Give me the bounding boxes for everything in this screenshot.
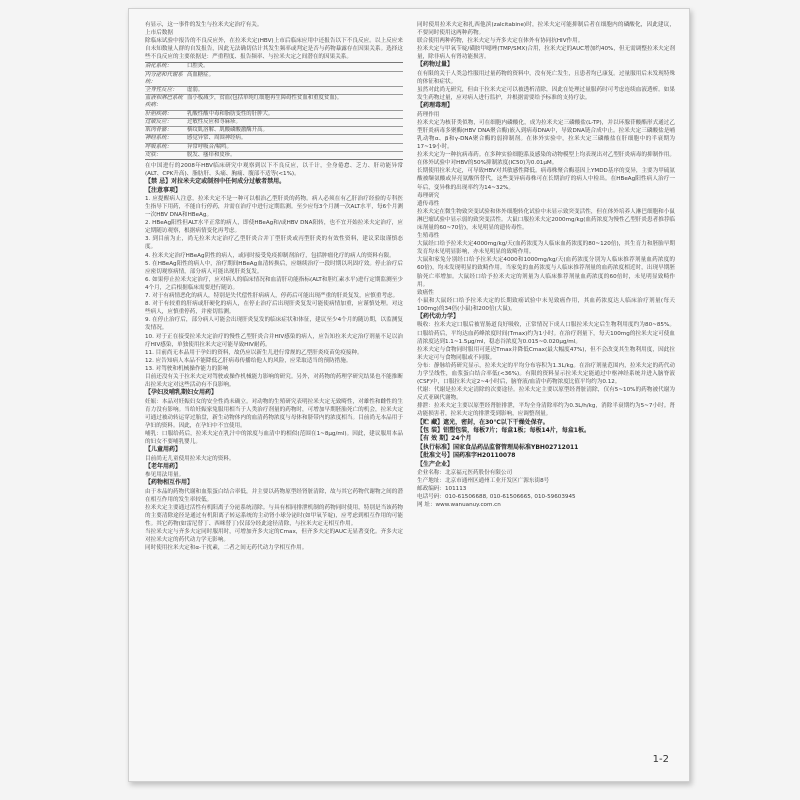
- table-row-value: 血小板减少，贫血(包括单纯红细胞再生障碍性贫血和重度贫血)。: [187, 95, 343, 102]
- table-row-key: 过敏反应：: [145, 118, 172, 125]
- section-heading: 【包 装】铝塑包装，每板7片；每盒1板；每板14片，每盒1板。: [417, 426, 590, 434]
- left-column: [145, 21, 403, 552]
- table-row-value: 虚弱。: [187, 87, 204, 94]
- body-paragraph: 目前尚无儿童使用拉米夫定的资料。: [145, 455, 235, 462]
- body-paragraph: 参见用法用量。: [145, 472, 185, 479]
- section-heading: 【药代动力学】: [417, 313, 460, 320]
- table-row-value: 高血糖症。: [187, 71, 214, 78]
- table-row-key: 内分泌和代谢系统：: [145, 71, 183, 85]
- section-heading: 【有 效 期】24个月: [417, 435, 472, 443]
- section-heading: 【儿童用药】: [145, 446, 182, 454]
- section-heading: 【注意事项】: [145, 186, 182, 194]
- table-row-key: 神经系统：: [145, 135, 172, 142]
- section-heading: 【生产企业】: [417, 460, 454, 468]
- leaflet-page: [128, 8, 690, 782]
- right-column: [417, 21, 675, 509]
- table-row-value: 口腔炎。: [187, 63, 209, 70]
- table-row-value: 感觉异常、周围神经病。: [187, 135, 247, 142]
- section-heading: 【批准文号】国药准字H20110078: [417, 452, 516, 460]
- table-row: [145, 63, 403, 71]
- section-heading: 【药物相互作用】: [145, 479, 194, 487]
- body-paragraph: 有显示，这一事件的发生与拉米夫定治疗有关。 上市后数据 除临床试验中报告的不良反应外，在拉米夫定(HBV)上市后临床应用中还报告以下不良反应。以上反应来自未知数量人群的自发报告，因此无法确切估计其发生频率或判定是否与药物暴露存在因果关系。选择这些不良反应的主要依据是：严重程度、报告频率、与拉米夫定之间潜在的因果关系。: [145, 22, 403, 61]
- body-paragraph: 吸收：拉米夫定口服后被胃肠道良好吸收，正常情况下成人口服拉米夫定后生物利用度约为80~85%。口服给药后，平均达血药峰浓度时间(Tmax)约为1小时。在治疗剂量下，每天100mg的拉米夫定可使血清浓度达到1.1~1.5μg/ml，稳态谷浓度为0.015~0.020μg/ml。 拉米夫定与食物同时服用可延迟Tmax并降低Cmax(最大幅度47%)，但不会改变其生物利用度，因此拉米夫定可与食物同服或不同服。 分布：静脉给药研究显示，拉米夫定的平均分布容积为1.3L/kg。在治疗剂量范围内，拉米夫定的药代动力学呈线性，血浆蛋白结合率低(<36%)。有限的资料显示拉米夫定能通过中枢神经系统并进入脑脊液(CSF)中，口服拉米夫定2~4小时后，脑脊液/血清中药物浓度比值平均约为0.12。 代谢：代谢是拉米夫定清除的次要途径。拉米夫定主要以原型经肾脏清除，仅有5~10%的药物被代谢为反式亚砜代谢物。 排泄：拉米夫定主要以原型经肾脏排泄，平均全身清除率约为0.3L/h/kg，消除半衰期约为5~7小时。肾功能损害者，拉米夫定的排泄受到影响，应调整剂量。: [417, 322, 675, 418]
- table-row-value: 过敏性反应和荨麻疹。: [187, 118, 241, 125]
- section-heading: 【孕妇及哺乳期妇女用药】: [145, 389, 218, 397]
- body-paragraph: 由于本品的药物代谢和血浆蛋白结合率低，并主要以药物原型经肾脏清除，故与其它药物代谢物之间的潜在相互作用的发生率较低。 拉米夫定主要通过活性有机阳离子分泌系统清除。与具有相同排泄机制的药物同时使用，特别是当该药物的主要清除途径是通过有机阳离子转运系统的主动肾小球分泌时(如甲氧苄啶)，应考虑到相互作用的可能性。其它药物(如雷尼替丁、西咪替丁)仅部分经此途径清除，与拉米夫定无相互作用。 当拉米夫定与齐多夫定同时服用时，可增加齐多夫定的Cmax，但齐多夫定的AUC无显著变化。齐多夫定对拉米夫定的药代动力学无影响。 同时使用拉米夫定和α-干扰素，二者之间无药代动力学相互作用。: [145, 488, 403, 552]
- page-number: 1-2: [652, 754, 669, 765]
- table-row-key: 肌肉骨骼：: [145, 127, 172, 134]
- adverse-reaction-table: [145, 62, 403, 159]
- body-paragraph: 妊娠：本品对妊娠妇女的安全性尚未确立。对动物的生殖研究表明拉米夫定无致畸性，对雄性和雌性的生育力没有影响。当给妊娠家兔服用相当于人类治疗剂量的药物时，可增加早期胚胎死亡的机会，拉米夫定可通过被动转运穿过胎盘，新生动物体内的血清药物浓度与母体和脐带内的浓度相当。目前尚无本品用于孕妇的资料。因此，在孕妇中不宜使用。 哺乳：口服给药后，拉米夫定在乳汁中的浓度与血清中的相似(范围在1~8μg/ml)。因此，建议服用本品的妇女不要哺乳婴儿。: [145, 398, 403, 446]
- table-row-key: 肝胆疾病：: [145, 110, 172, 117]
- table-row-value: 异常呼吸音/喘鸣。: [187, 143, 232, 150]
- section-heading: 【药理毒理】: [417, 102, 454, 110]
- table-row-key: 全身性反应：: [145, 87, 178, 94]
- table-row-key: 呼吸系统：: [145, 143, 172, 150]
- section-heading: 【执行标准】国家食品药品监督管理局标准YBH02712011: [417, 443, 579, 451]
- table-row-value: 乳酸性酸中毒和脂肪变性的肝肿大。: [187, 110, 274, 117]
- table-row: [145, 72, 403, 87]
- section-heading: 【贮 藏】遮光，密封，在30℃以下干燥处保存。: [417, 418, 549, 426]
- table-row-value: 横纹肌溶解、肌酸磷酸激酶升高。: [187, 127, 268, 134]
- section-heading: 【禁 忌】对拉米夫定或制剂中任何成分过敏者禁用。: [145, 178, 286, 186]
- table-row: [145, 127, 403, 135]
- body-paragraph: 药理作用 拉米夫定为核苷类似物，可在细胞内磷酸化，成为拉米夫定三磷酸盐(L-TP)，并以环腺苷酸酯形式通过乙型肝炎病毒多聚酶(HBV DNA聚合酶)嵌入到病毒DNA中，导致DNA链合成中止。拉米夫定三磷酸盐是哺乳动物α、β和γ-DNA聚合酶的弱抑制剂。在体外实验中，拉米夫定三磷酸盐在肝细胞中的半衰期为17~19小时。 拉米夫定为一种抗病毒药。在多种实验细胞系及感染的动物模型上均表现出对乙型肝炎病毒的抑制作用。在体外试验中对HBV的50%抑制浓度(IC50)为0.01μM。 长期使用拉米夫定，可导致HBV对其敏感性降低。病毒株聚合酶基因上YMDD基序的变异，主要为甲硫氨酸被缬氨酸或异亮氨酸所替代，这些变异病毒株可在长期治疗的病人中检出。在HBeAg阳性病人治疗一年后，变异株的出现率约为14~32%。 毒理研究 遗传毒性 拉米夫定在微生物致突变试验和体外细胞转化试验中未显示致突变活性，但在体外培养人淋巴细胞和小鼠淋巴瘤试验中显示弱的致突变活性。大鼠口服拉米夫定2000mg/kg(血药浓度为慢性乙型肝炎患者推荐临床剂量的60~70倍)，未见明显的遗传毒性。 生殖毒性 大鼠经口给予拉米夫定4000mg/kg/天(血药浓度为人临床血药浓度的80~120倍)，其生育力和胚胎早期发育均未见明显影响，亦未见明显的致畸作用。 大鼠和家兔分别经口给予拉米夫定4000和1000mg/kg/天(血药浓度分别为人临床推荐剂量血药浓度的60倍)，均未发现明显的致畸作用。当家兔的血药浓度与人临床推荐剂量的血药浓度相近时，出现早期胚胎死亡率增加。大鼠经口给予拉米夫定的剂量为人临床推荐剂量血药浓度的60倍时，未见明显致畸作用。 致癌性 小鼠和大鼠经口给予拉米夫定的长期致癌试验中未见致癌作用，其血药浓度达人临床治疗剂量(每天100mg)的34倍(小鼠)和200倍(大鼠)。: [417, 111, 675, 312]
- table-row-key: 消化系统：: [145, 63, 172, 70]
- table-row-value: 脱发、瘙痒和皮疹。: [187, 151, 236, 158]
- body-paragraph: 在中国进行的2008年HBV临床研究中观察到以下不良反应，以千计，全身倦怠、乏力、肝功能异常(ALT、CPK升高)、脂肪肝、头痛、胸痛、腹部不适等(<1%)。: [145, 162, 403, 177]
- body-paragraph: 在有限的关于人类急性服用过量药物的资料中，没有死亡发生，且患者均已康复。过量服用后未发现特殊的体征和症状。 虽然对此尚无研究，但由于拉米夫定可以被透析清除，因此在处理过量服药时可考虑连续血液透析。如果发生药物过量，应对病人进行监护，并根据需要给予标准的支持疗法。: [417, 70, 675, 102]
- body-paragraph: 1. 应提醒病人注意，拉米夫定不是一种可以根治乙型肝炎的药物。病人必须在有乙肝治疗经验的专科医生指导下用药，不能自行停药，并需在治疗中进行定期监测。至少应每3个月测一次ALT水平，每6个月测一次HBV DNA和HBeAg。 2. HBeAg阳性但ALT水平正常的病人，即使HBeAg和/或HBV DNA阳转，也不宜开始拉米夫定治疗，应定期随访观察，根据病情变化再考虑。 3. 到目前为止，尚无拉米夫定治疗乙型肝炎合并丁型肝炎或丙型肝炎的有效性资料，建议采取谨慎态度。 4. 拉米夫定治疗HBeAg阴性的病人，或同时接受免疫抑制剂治疗，包括肿瘤化疗的病人的资料有限。 5. 在HBeAg阳性的病人中，治疗期间HBeAg血清转换后，应继续治疗一段时期以巩固疗效。停止治疗后应密切观察病情，部分病人可能出现肝炎复发。 6. 如果停止拉米夫定治疗，应对病人的临床情况和血清肝功能指标(ALT和胆红素水平)进行定期监测至少4个月，之后根据临床需要进行随访。 7. 对于有病情恶化的病人，特别是失代偿性肝病病人，停药后可能出现严重的肝炎复发，应慎重考虑。 8. 对于有较重的肝病或肝硬化的病人，在停止治疗后出现肝炎复发可能使病情加重，应谨慎处理。对这些病人，应慎重停药，并密切监测。 9. 在停止治疗后，部分病人可能会出现肝炎复发的临床症状和体征，建议至少4个月的随访期，以监测复发情况。 10. 对于正在接受拉米夫定治疗的慢性乙型肝炎合并HIV感染的病人，应告知拉米夫定治疗剂量不足以治疗HIV感染，单独使用拉米夫定可能导致HIV耐药。 11. 目前尚无本品用于孕妇的资料，故仍应以新生儿进行常规的乙型肝炎疫苗免疫接种。 12. 应告知病人本品不能降低乙肝病毒传播给他人的风险，应采取适当的预防措施。 13. 对驾驶和机械操作能力的影响 目前还没有关于拉米夫定对驾驶或操作机械能力影响的研究。另外，对药物的药理学研究结果也不能推断出拉米夫定对这些活动有不良影响。: [145, 195, 403, 389]
- table-row: [145, 111, 403, 119]
- table-row-key: 血液和淋巴系统疾病：: [145, 95, 183, 109]
- table-row-key: 皮肤：: [145, 151, 162, 158]
- table-row: [145, 144, 403, 152]
- section-heading: 【药物过量】: [417, 61, 454, 69]
- body-paragraph: 同时使用拉米夫定和扎西他滨(zalcitabine)时，拉米夫定可能抑制后者在细胞内的磷酸化，因此建议，不要同时使用这两种药物。 联合使用两种药物，拉米夫定与齐多夫定在体外有协同抗HIV作用。 拉米夫定与甲氧苄啶/磺胺甲噁唑(TMP/SMX)合用，拉米夫定的AUC增加约40%，但无需调整拉米夫定剂量，除非病人有肾功能损害。: [417, 22, 675, 61]
- table-row: [145, 95, 403, 110]
- section-heading: 【老年用药】: [145, 462, 182, 470]
- table-row: [145, 119, 403, 127]
- table-row: [145, 152, 403, 159]
- body-paragraph: 企业名称：北京福元医药股份有限公司 生产地址：北京市通州区通州工业开发区广源东街8号 邮政编码：101113 电话号码：010-61506688, 010-61506665, 010-59603945 网 址：www.wanuanuy.com.cn: [417, 469, 576, 509]
- table-row: [145, 135, 403, 143]
